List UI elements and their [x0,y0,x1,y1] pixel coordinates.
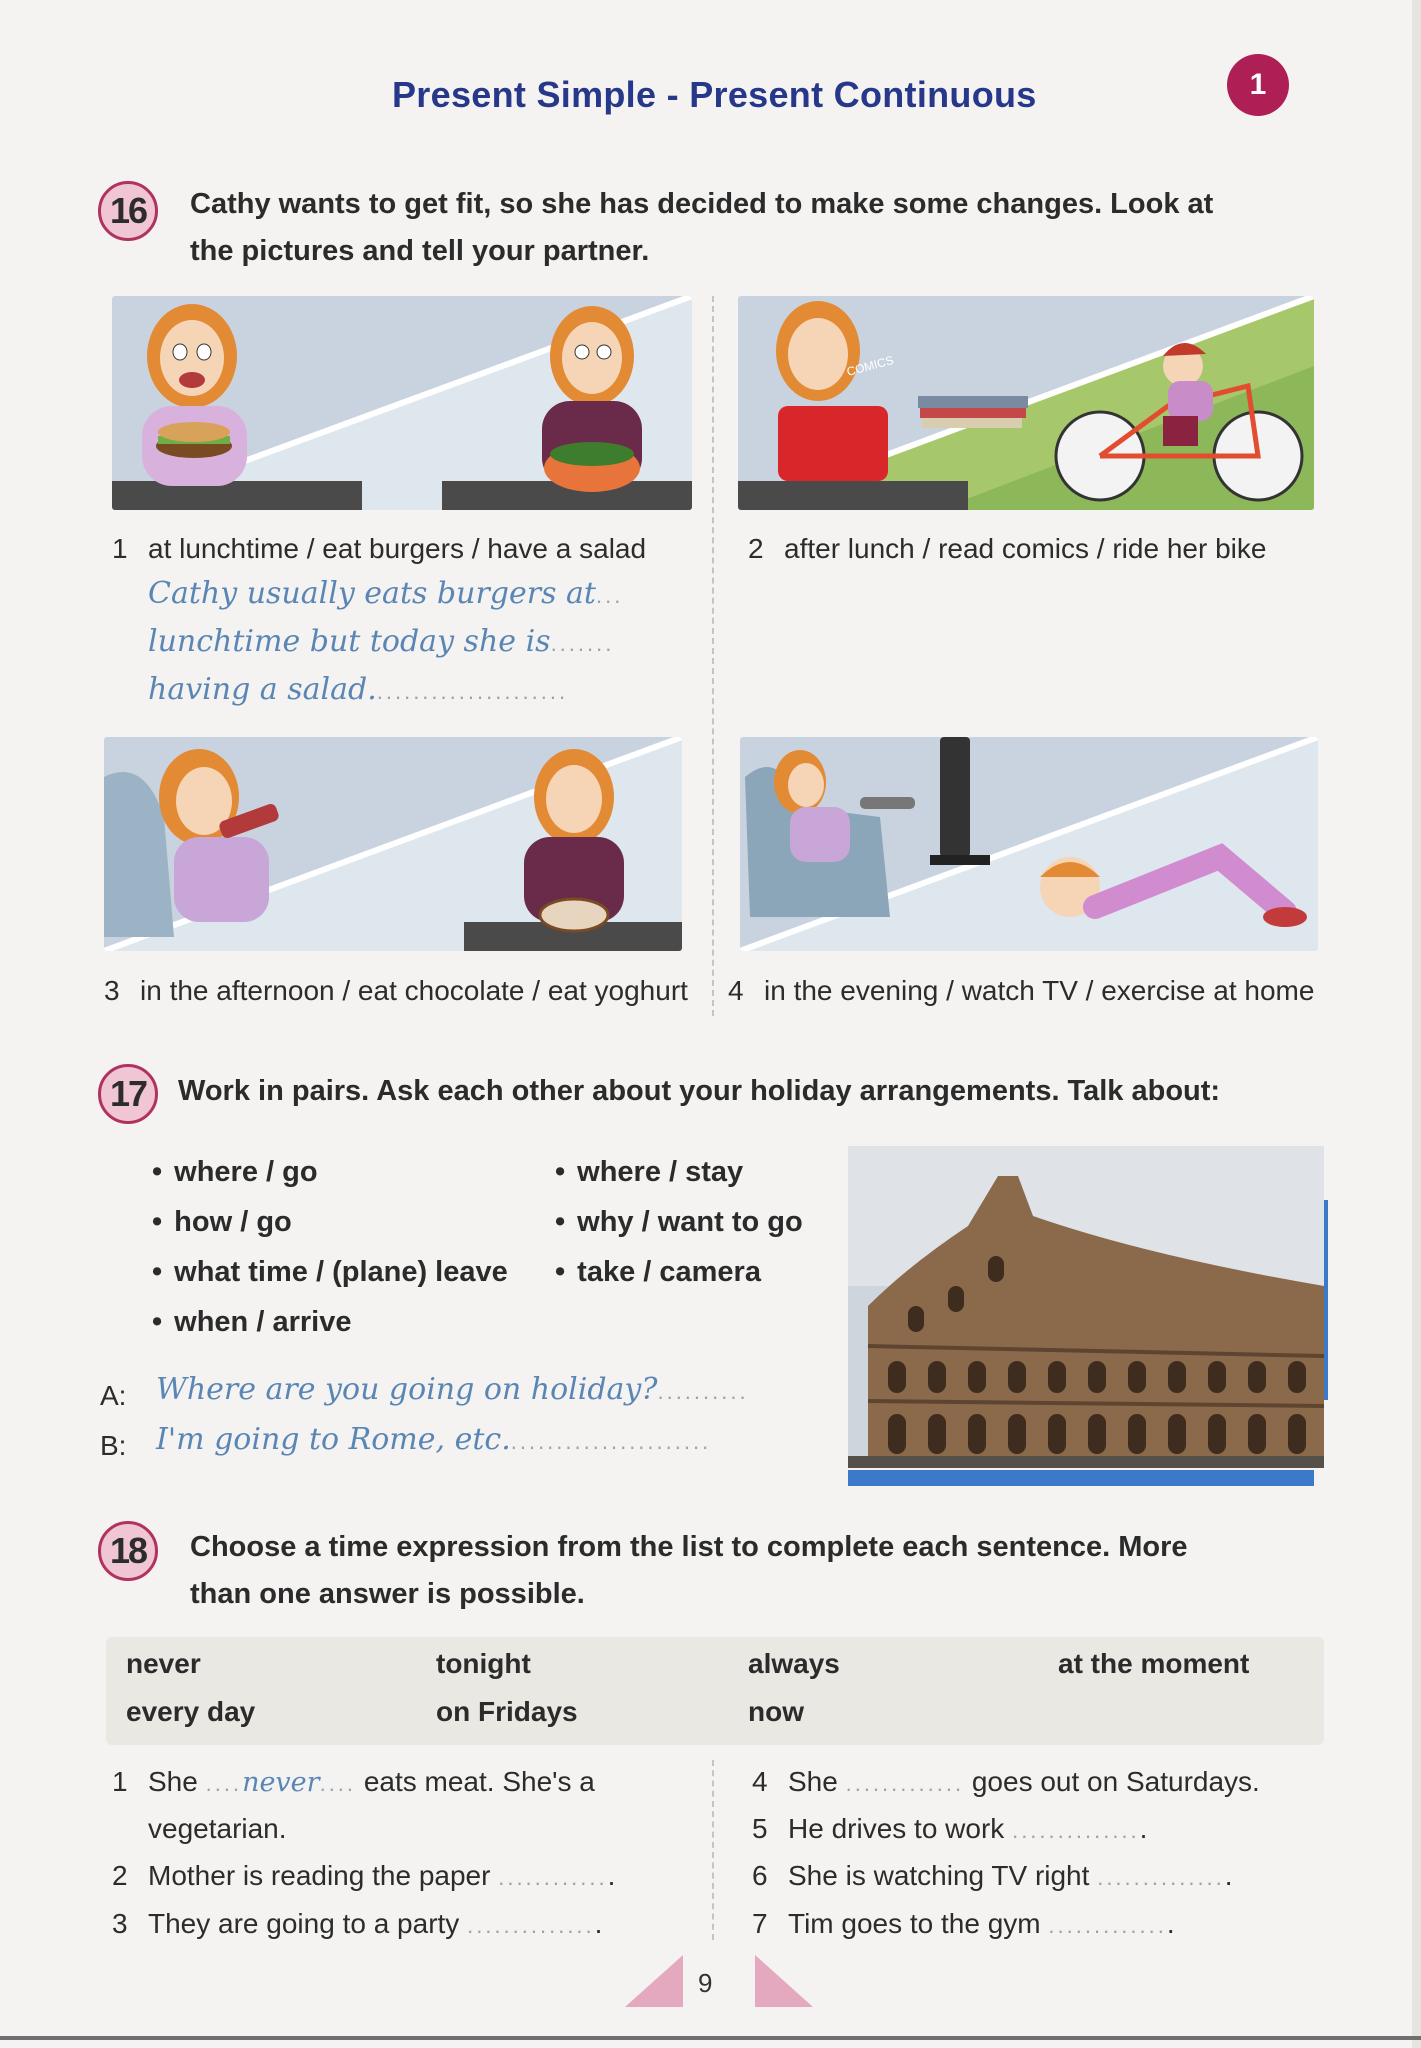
sentence-6: 6 She is watching TV right ............... [752,1860,1233,1891]
sentences-divider [712,1760,714,1940]
example-answer-line1: Cathy usually eats burgers at... [148,576,624,611]
picture-2-comics-bike [738,296,1314,510]
word-on-fridays: on Fridays [436,1696,578,1727]
sentence-5: 5 He drives to work ............... [752,1813,1148,1844]
picture-1-burger-salad [112,296,692,510]
bullet-why-want-to-go: • why / want to go [555,1206,803,1239]
item-4-caption: 4 in the evening / watch TV / exercise at home [728,975,1315,1006]
sentence-4: 4 She ............. goes out on Saturdays. [752,1766,1260,1797]
sentence-1: 1 She ....never.... eats meat. She's a [112,1766,595,1798]
sentence-1-answer: never [242,1767,320,1798]
footer-decoration-left [625,1955,683,2007]
bullet-what-time-leave: • what time / (plane) leave [152,1256,508,1289]
dialogue-a-label: A: [100,1380,127,1411]
word-never: never [126,1648,201,1679]
exercise-16-instruction-line2: the pictures and tell your partner. [190,235,650,267]
word-tonight: tonight [436,1648,531,1679]
bullet-where-go: • where / go [152,1156,318,1189]
sentence-7: 7 Tim goes to the gym .............. [752,1908,1175,1939]
picture-4-tv-exercise [740,737,1318,951]
sentence-1-continued: vegetarian. [148,1813,287,1844]
column-divider [712,296,714,1016]
bottom-rule [0,2036,1421,2040]
colosseum-photo [848,1146,1324,1468]
page-edge [1412,0,1421,2048]
example-answer-line2: lunchtime but today she is....... [148,624,615,659]
photo-blue-accent-side [1324,1200,1328,1400]
word-now: now [748,1696,804,1727]
bullet-where-stay: • where / stay [555,1156,743,1189]
exercise-18-instruction-line2: than one answer is possible. [190,1578,585,1610]
sentence-2: 2 Mother is reading the paper ............. [112,1860,616,1891]
comic-cover-text: COMICS [845,352,896,379]
word-at-the-moment: at the moment [1058,1648,1250,1679]
item-1-caption: 1 at lunchtime / eat burgers / have a salad [112,533,647,564]
item-2-caption: 2 after lunch / read comics / ride her bike [748,533,1267,564]
page-number: 9 [698,1968,713,1998]
dialogue-a-line: Where are you going on holiday?.......... [156,1372,749,1407]
sentence-3: 3 They are going to a party ............... [112,1908,603,1939]
photo-blue-accent-bottom [848,1470,1314,1486]
word-always: always [748,1648,840,1679]
exercise-16-instruction-line1: Cathy wants to get fit, so she has decided to make some changes. Look at [190,188,1214,220]
exercise-18-badge: 18 [98,1521,158,1581]
example-answer-line3: having a salad...................... [148,672,569,707]
bullet-when-arrive: • when / arrive [152,1306,351,1339]
picture-3-chocolate-yoghurt [104,737,682,951]
dialogue-b-line: I'm going to Rome, etc....................... [156,1422,712,1457]
exercise-17-badge: 17 [98,1064,158,1124]
footer-decoration-right [755,1955,813,2007]
exercise-17-instruction: Work in pairs. Ask each other about your holiday arrangements. Talk about: [178,1075,1221,1107]
dialogue-b-label: B: [100,1430,127,1461]
page-title: Present Simple - Present Continuous [392,74,1037,115]
bullet-take-camera: • take / camera [555,1256,761,1289]
exercise-18-instruction-line1: Choose a time expression from the list to complete each sentence. More [190,1531,1188,1563]
word-every-day: every day [126,1696,256,1727]
item-3-caption: 3 in the afternoon / eat chocolate / eat yoghurt [104,975,688,1006]
unit-badge: 1 [1227,54,1289,116]
exercise-16-badge: 16 [98,181,158,241]
bullet-how-go: • how / go [152,1206,292,1239]
